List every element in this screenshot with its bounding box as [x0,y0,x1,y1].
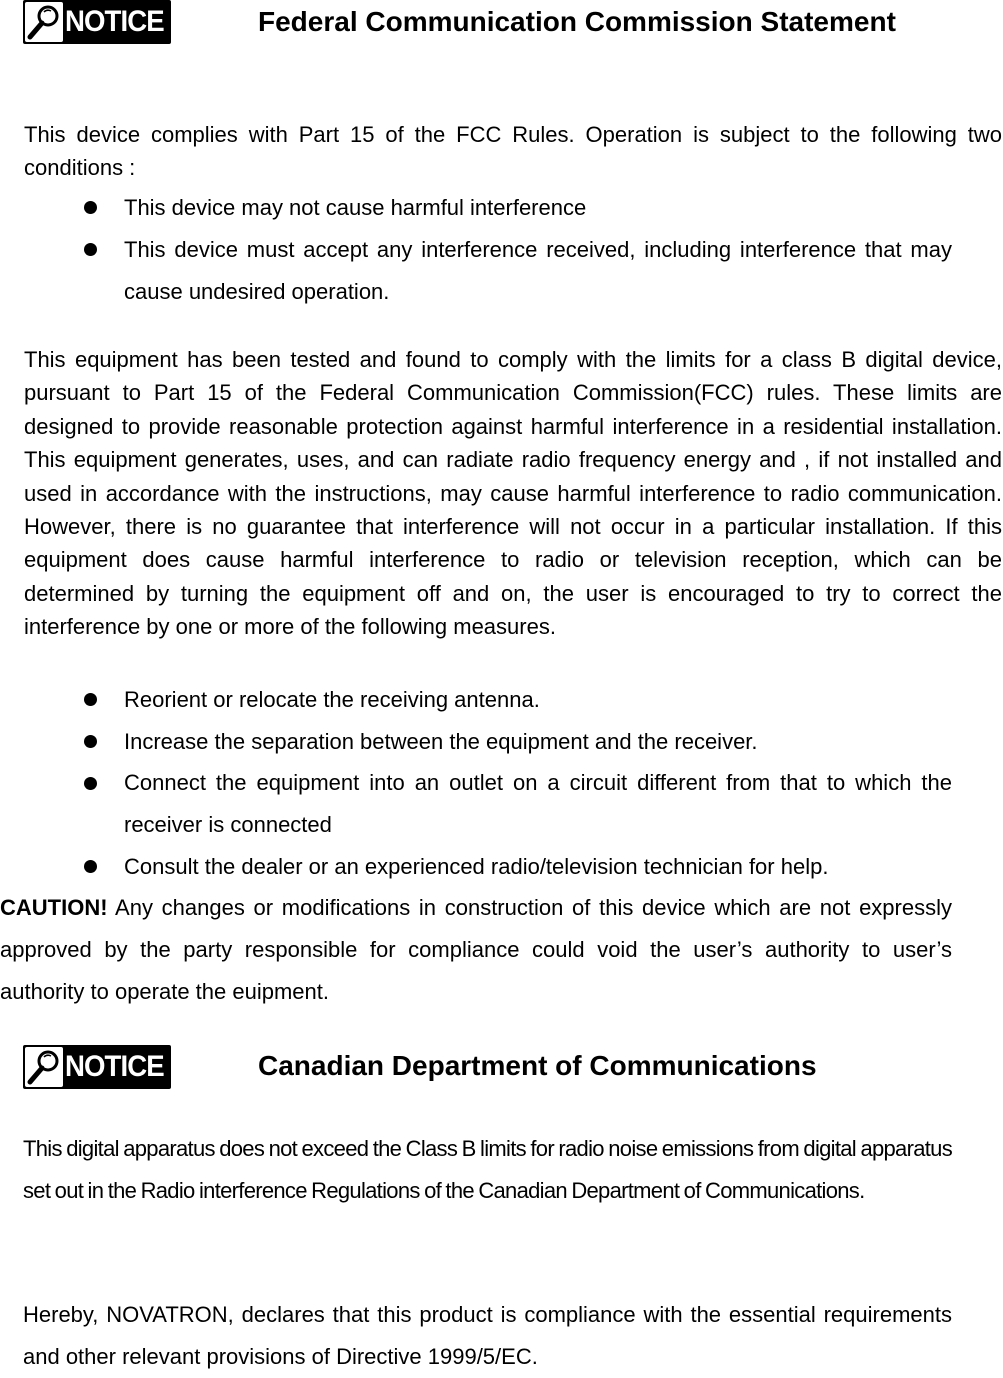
fcc-intro: This device complies with Part 15 of the FCC Rules. Operation is subject to the following two conditions : [24,122,1002,180]
caution-label: CAUTION! [0,895,108,920]
notice-label: NOTICE [65,1050,164,1083]
bullet-icon [84,735,97,748]
canada-text: This digital apparatus does not exceed the Class B limits for radio noise emissions from digital apparatus set out in the Radio interference Regulations of the Canadian Department of Communications. [23,1136,952,1203]
caution-paragraph [0,887,952,1013]
fcc-body: This equipment has been tested and found to comply with the limits for a class B digital device, pursuant to Part 15 of the Federal Communication Commission(FCC) rules. These limits are designed to provide reasonable protection against harmful interference in a residential installation. This equipment generates, uses, and can radiate radio frequency energy and , if not installed and used in accordance with the instructions, may cause harmful interference to radio communication. However, there is no guarantee that interference will not occur in a particular installation. If this equipment does cause harmful interference to radio or television reception, which can be determined by turning the equipment off and on, the user is encouraged to try to correct the interference by one or more of the following measures. [24,347,1002,640]
measure-item: Increase the separation between the equipment and the receiver. [124,729,758,754]
magnifier-icon [25,1047,63,1087]
notice-badge-fcc [23,0,171,44]
bullet-icon [84,860,97,873]
measure-item: Consult the dealer or an experienced radio/television technician for help. [124,854,829,879]
bullet-icon [84,777,97,790]
bullet-icon [84,693,97,706]
fcc-title: Federal Communication Commission Statement [258,6,896,37]
declaration-text: Hereby, NOVATRON, declares that this product is compliance with the essential requirements and other relevant provisions of Directive 1999/5/EC. [23,1302,952,1369]
notice-label: NOTICE [65,5,164,38]
magnifier-icon [25,2,63,42]
condition-item: This device may not cause harmful interference [124,195,587,220]
notice-badge-canada [23,1045,171,1089]
caution-text: Any changes or modifications in construction of this device which are not expressly approved by the party responsible for compliance could void the user’s authority to user’s authority to operate the euipment. [0,895,952,1004]
bullet-icon [84,201,97,214]
canada-title: Canadian Department of Communications [258,1050,817,1081]
measure-item: Connect the equipment into an outlet on a circuit different from that to which the receiver is connected [124,770,952,837]
bullet-icon [84,243,97,256]
measure-item: Reorient or relocate the receiving antenna. [124,687,540,712]
condition-item: This device must accept any interference received, including interference that may cause undesired operation. [124,237,952,304]
